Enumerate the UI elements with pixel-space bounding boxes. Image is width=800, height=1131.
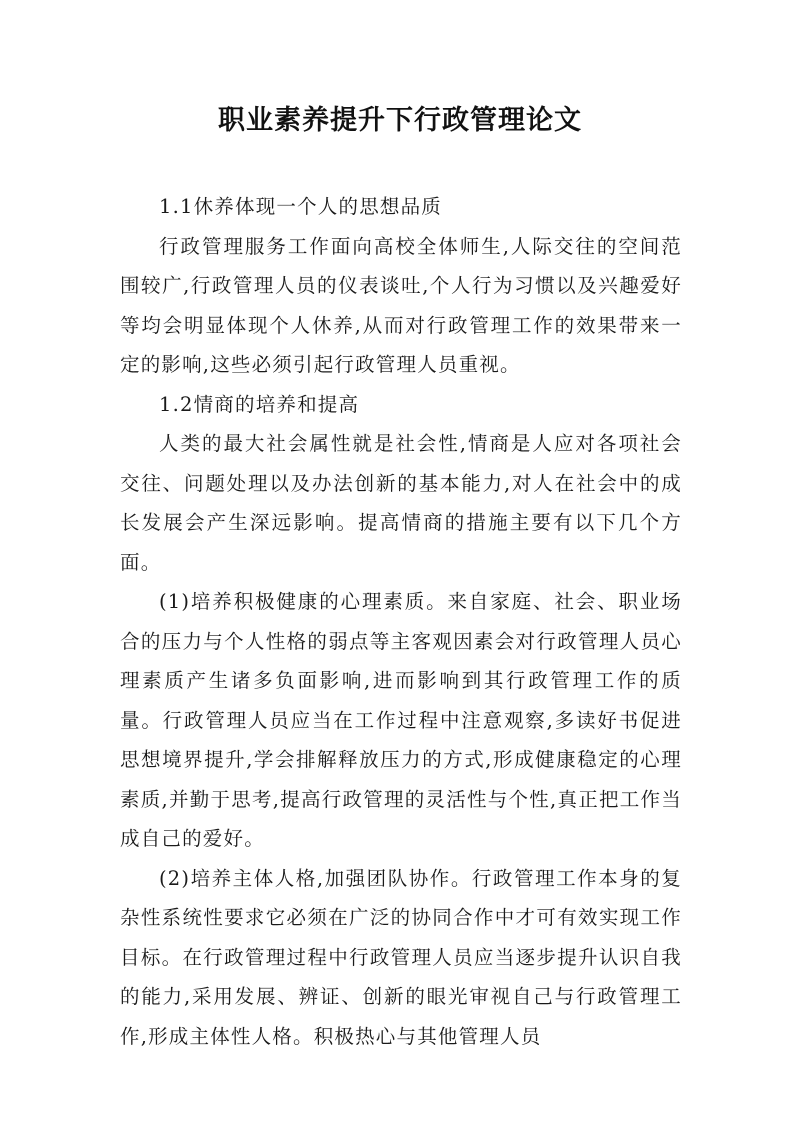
paragraph: 行政管理服务工作面向高校全体师生,人际交往的空间范围较广,行政管理人员的仪表谈吐,个人行为习惯以及兴趣爱好等均会明显体现个人休养,从而对行政管理工作的效果带来一定的影响,这些必须引起行政管理人员重视。 (120, 234, 682, 376)
paragraph: 人类的最大社会属性就是社会性,情商是人应对各项社会交往、问题处理以及办法创新的基本能力,对人在社会中的成长发展会产生深远影响。提高情商的措施主要有以下几个方面。 (120, 432, 682, 574)
document-body (120, 187, 682, 1056)
paragraph: (1)培养积极健康的心理素质。来自家庭、社会、职业场合的压力与个人性格的弱点等主客观因素会对行政管理人员心理素质产生诸多负面影响,进而影响到其行政管理工作的质量。行政管理人员应当在工作过程中注意观察,多读好书促进思想境界提升,学会排解释放压力的方式,形成健康稳定的心理素质,并勤于思考,提高行政管理的灵活性与个性,真正把工作当成自己的爱好。 (120, 590, 682, 850)
document-title: 职业素养提升下行政管理论文 (218, 105, 582, 136)
section-heading-1-1: 1.1休养体现一个人的思想品质 (159, 195, 443, 218)
paragraph: (2)培养主体人格,加强团队协作。行政管理工作本身的复杂性系统性要求它必须在广泛的协同合作中才可有效实现工作目标。在行政管理过程中行政管理人员应当逐步提升认识自我的能力,采用发展、辨证、创新的眼光审视自己与行政管理工作,形成主体性人格。积极热心与其他管理人员 (120, 866, 682, 1048)
section-heading-1-2: 1.2情商的培养和提高 (159, 392, 360, 416)
